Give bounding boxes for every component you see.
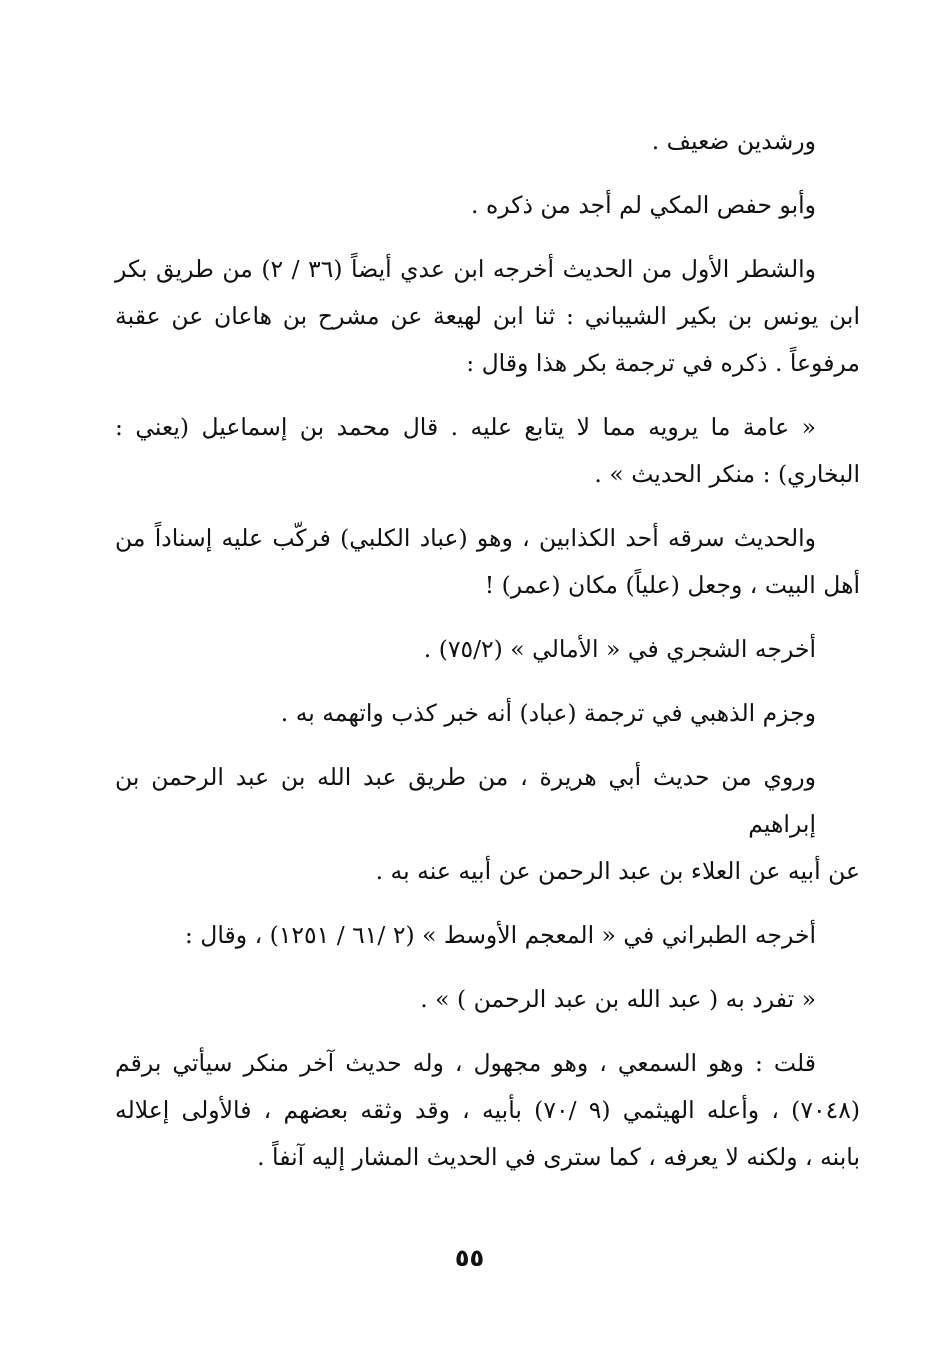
- paragraph: [115, 754, 860, 895]
- paragraph: [115, 246, 860, 387]
- page-body: [115, 118, 860, 1198]
- paragraph: [115, 1040, 860, 1181]
- text-line: ورشدين ضعيف .: [651, 127, 816, 155]
- paragraph: [115, 118, 860, 165]
- text-line: ابن يونس بن بكير الشيباني : ثنا ابن لهيعة عن مشرح بن هاعان عن عقبة: [115, 302, 860, 330]
- text-line: وجزم الذهبي في ترجمة (عباد) أنه خبر كذب واتهمه به .: [280, 699, 816, 727]
- text-line: أهل البيت ، وجعل (علياً) مكان (عمر) !: [484, 571, 860, 599]
- paragraph: [115, 182, 860, 229]
- text-line: عن أبيه عن العلاء بن عبد الرحمن عن أبيه عنه به .: [375, 857, 860, 885]
- text-line: وأبو حفص المكي لم أجد من ذكره .: [471, 191, 816, 219]
- text-line: (٧٠٤٨) ، وأعله الهيثمي (٩ /٧٠) بأبيه ، وقد وثقه بعضهم ، فالأولى إعلاله: [115, 1096, 861, 1124]
- paragraph: [115, 626, 860, 673]
- page-number: ٥٥: [454, 1244, 485, 1272]
- text-line: والحديث سرقه أحد الكذابين ، وهو (عباد الكلبي) فركّب عليه إسناداً من: [115, 524, 816, 552]
- text-line: بابنه ، ولكنه لا يعرفه ، كما سترى في الحديث المشار إليه آنفاً .: [257, 1143, 860, 1171]
- text-line: قلت : وهو السمعي ، وهو مجهول ، وله حديث آخر منكر سيأتي برقم: [115, 1049, 816, 1077]
- paragraph: [115, 912, 860, 959]
- paragraph: [115, 404, 860, 498]
- text-line: « عامة ما يرويه مما لا يتابع عليه . قال محمد بن إسماعيل (يعني :: [115, 413, 816, 441]
- text-line: أخرجه الطبراني في « المعجم الأوسط » (٢ /٦١ / ١٢٥١) ، وقال :: [184, 921, 816, 949]
- text-line: والشطر الأول من الحديث أخرجه ابن عدي أيضاً (٣٦ / ٢) من طريق بكر: [115, 255, 817, 283]
- paragraph: [115, 976, 860, 1023]
- paragraph: [115, 515, 860, 609]
- text-line: أخرجه الشجري في « الأمالي » (٧٥/٢) .: [423, 635, 816, 663]
- paragraph: [115, 690, 860, 737]
- text-line: مرفوعاً . ذكره في ترجمة بكر هذا وقال :: [466, 349, 860, 377]
- text-line: البخاري) : منكر الحديث » .: [594, 460, 860, 488]
- text-line: وروي من حديث أبي هريرة ، من طريق عبد الله بن عبد الرحمن بن إبراهيم: [115, 763, 816, 838]
- text-line: « تفرد به ( عبد الله بن عبد الرحمن ) » .: [420, 985, 816, 1013]
